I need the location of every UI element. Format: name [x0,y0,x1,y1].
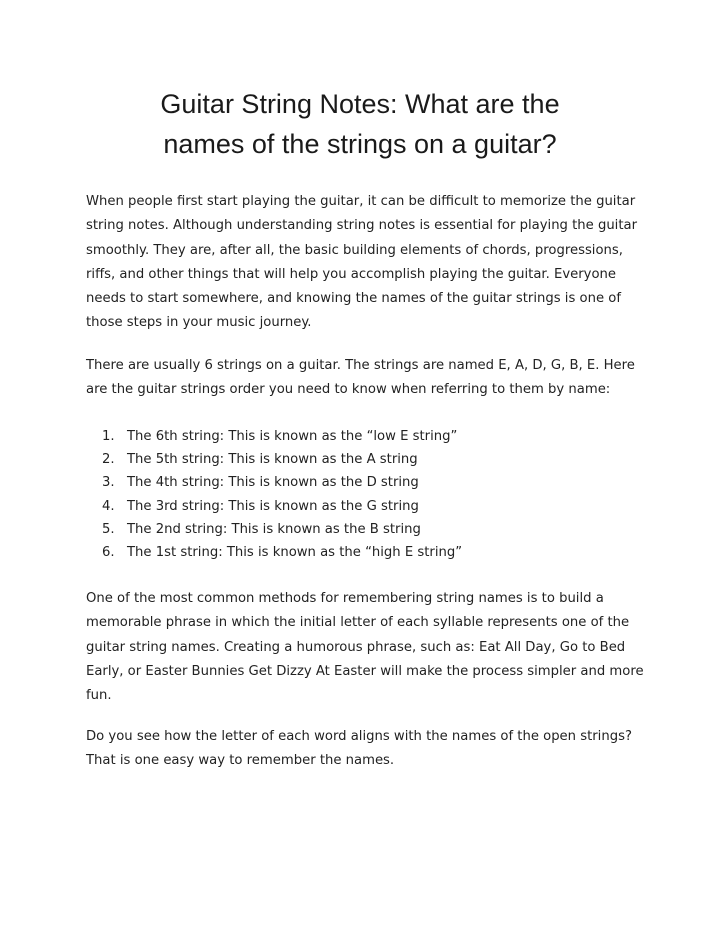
list-item [102,425,622,448]
list-text: The 3rd string: This is known as the G string [127,498,419,514]
intro-paragraph: When people first start playing the guitar, it can be difficult to memorize the guitar string notes. Although understanding string notes is essential for playing the guitar smoothly. They are, after all, the basic building elements of chords, progressions, riffs, and other things that will help you accomplish playing the guitar. Everyone needs to start somewhere, and knowing the names of the guitar strings is one of those steps in your music journey. [86,194,638,331]
string-order-list [102,425,622,564]
list-item [102,541,622,564]
list-number: 5. [102,521,115,537]
page-title [60,84,660,164]
list-item [102,448,622,471]
mnemonic-paragraph: One of the most common methods for remembering string names is to build a memorable phrase in which the initial letter of each syllable represents one of the guitar string names. Creating a humorous phrase, such as: Eat All Day, Go to Bed Early, or Easter Bunnies Get Dizzy At Easter will make the process simpler and more fun. [86,591,644,704]
list-number: 4. [102,498,115,514]
strings-count-paragraph: There are usually 6 strings on a guitar. The strings are named E, A, D, G, B, E. Here are the guitar strings order you need to know when referring to them by name: [86,358,635,398]
list-number: 1. [102,429,115,444]
list-text: The 4th string: This is known as the D string [127,475,419,491]
title-line-1: Guitar String Notes: What are the [160,89,560,119]
list-item [102,518,622,541]
list-item [102,495,622,518]
list-text: The 6th string: This is known as the “low E string” [127,429,458,444]
title-line-2: names of the strings on a guitar? [163,129,557,159]
list-text: The 5th string: This is known as the A string [127,452,418,468]
list-number: 3. [102,475,115,491]
list-text: The 2nd string: This is known as the B string [127,521,421,537]
list-item [102,471,622,494]
list-number: 6. [102,545,115,561]
list-number: 2. [102,452,115,468]
list-text: The 1st string: This is known as the “high E string” [127,545,463,561]
closing-paragraph: Do you see how the letter of each word aligns with the names of the open strings? That is one easy way to remember the names. [86,729,632,769]
